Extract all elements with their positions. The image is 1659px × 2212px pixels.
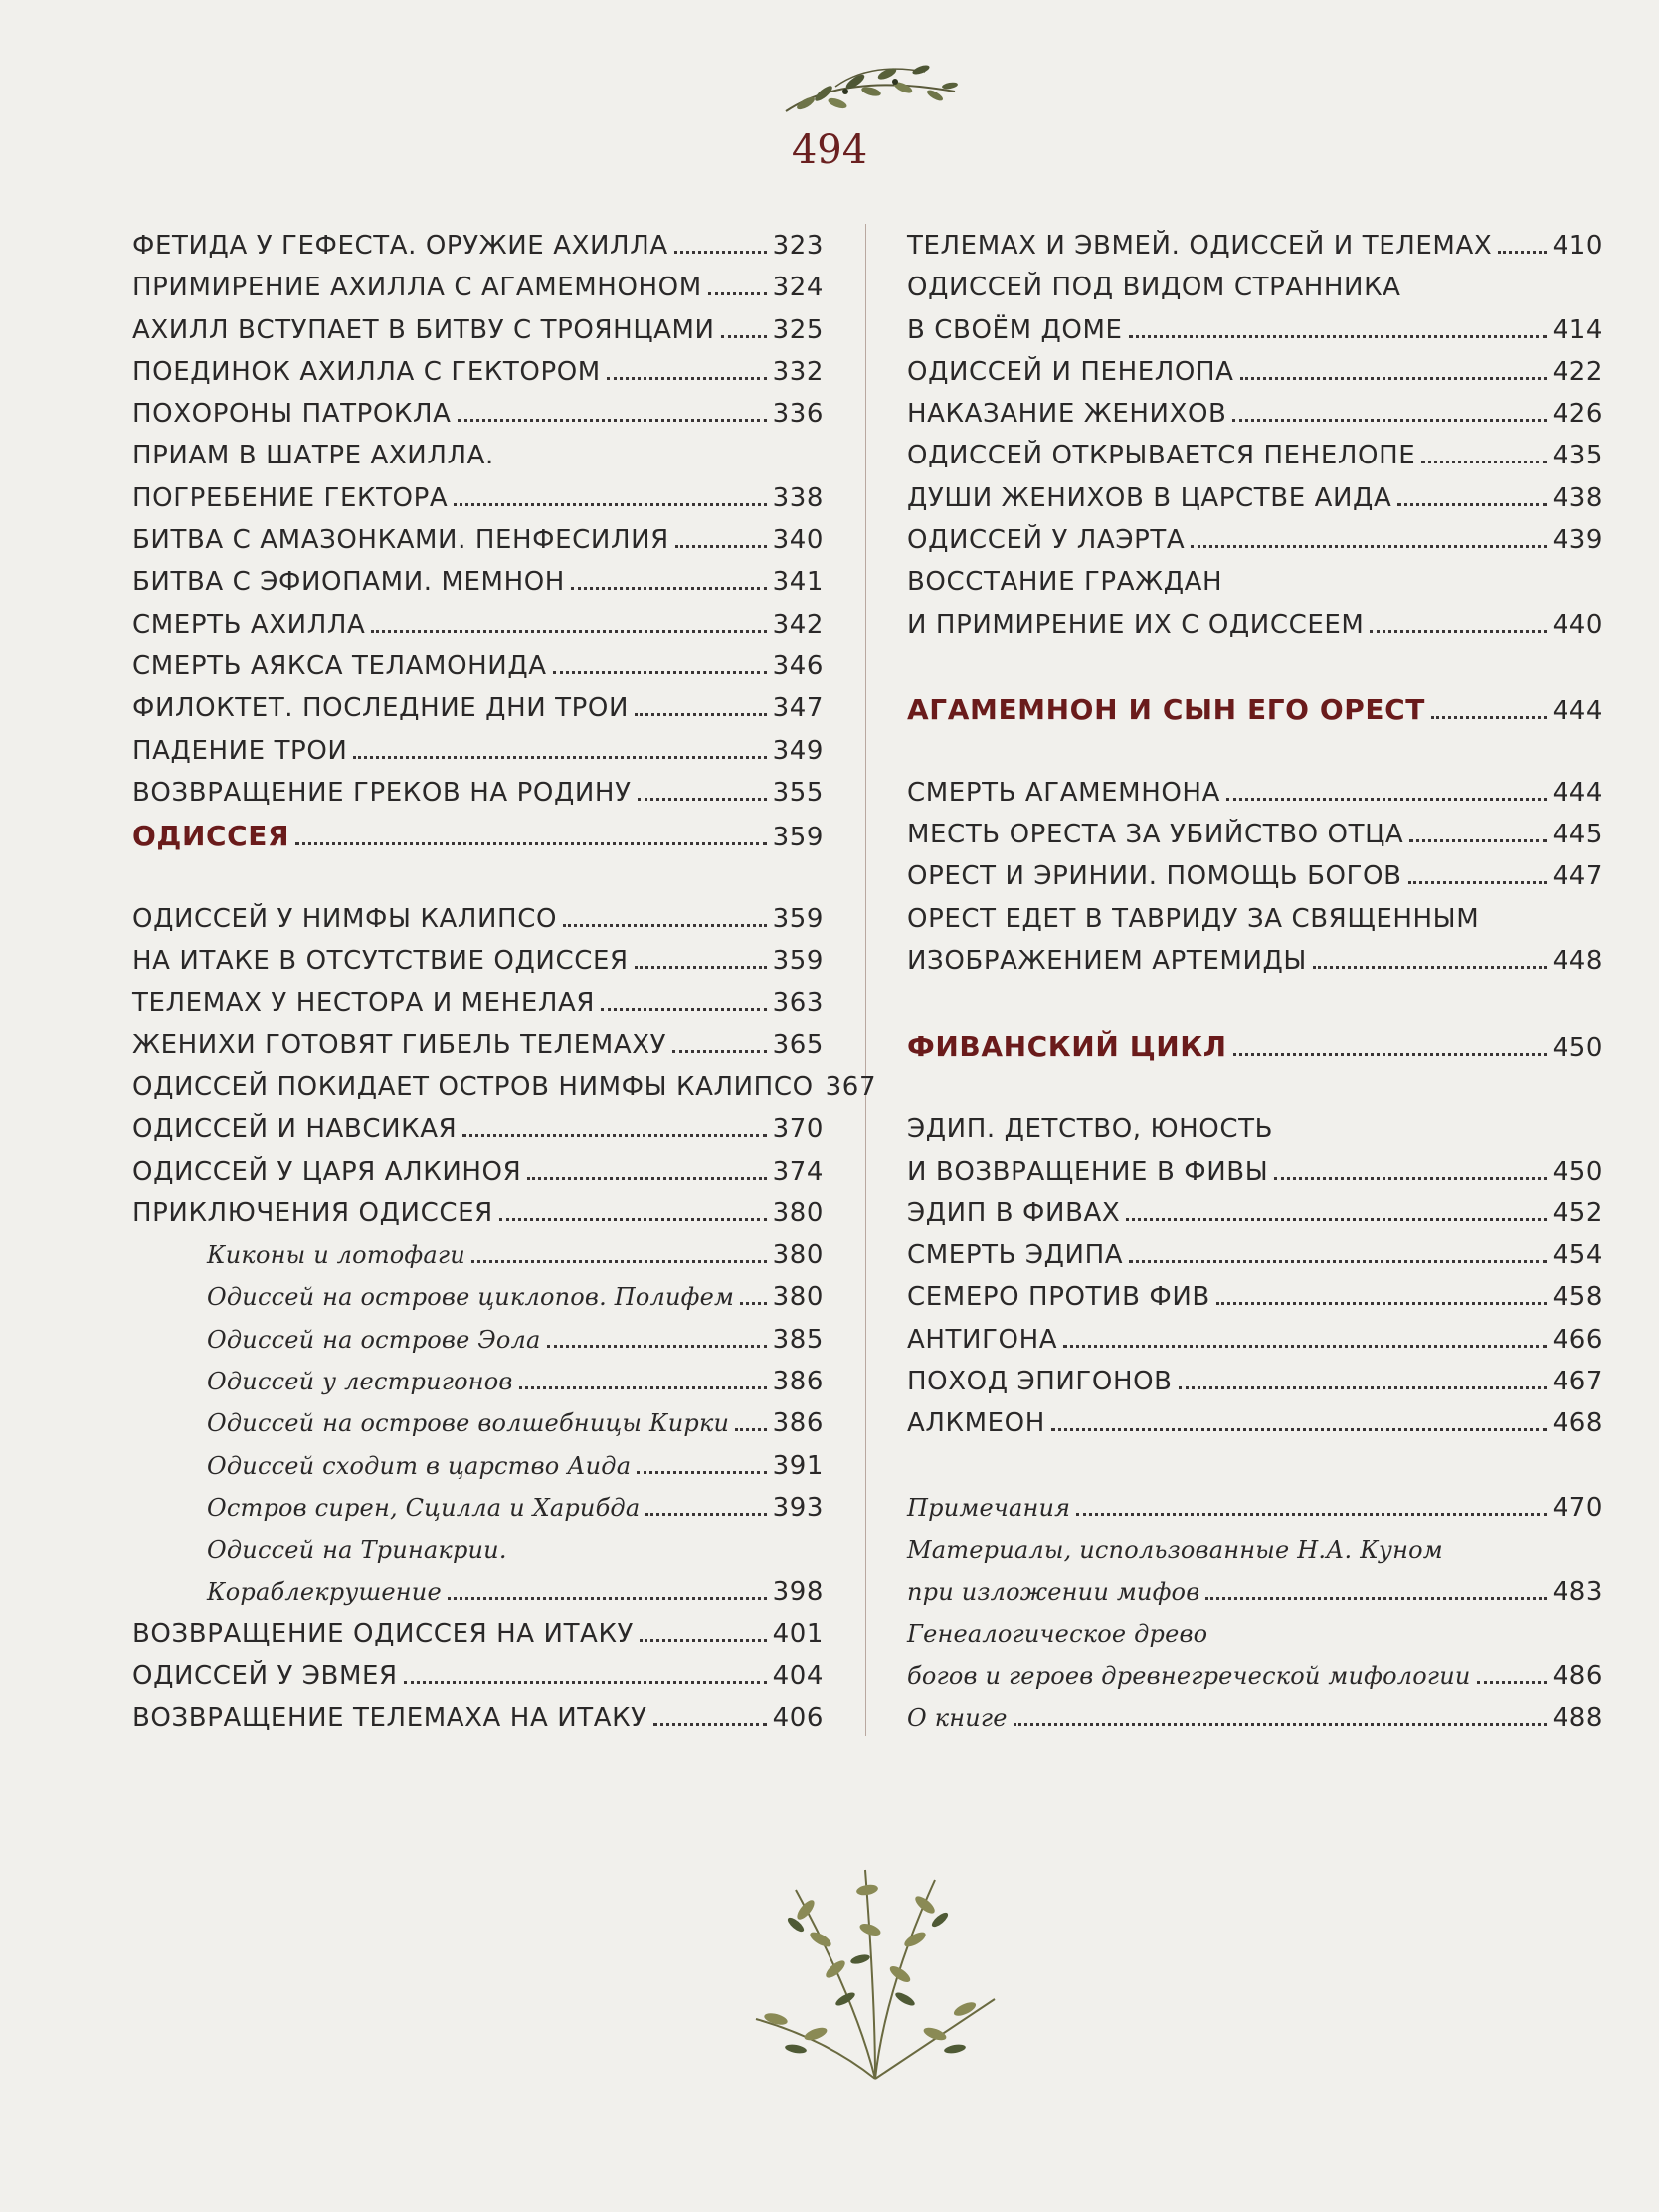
- page-number: 494: [791, 127, 868, 173]
- toc-entry-page: 450: [1552, 1156, 1603, 1187]
- toc-entry-page: 386: [772, 1408, 824, 1439]
- toc-entry-title: ОРЕСТ ЕДЕТ В ТАВРИДУ ЗА СВЯЩЕННЫМ: [907, 903, 1480, 934]
- toc-entry-page: 324: [772, 273, 824, 303]
- dot-leader: [1498, 233, 1546, 254]
- toc-entry: [132, 1661, 824, 1703]
- toc-entry: [907, 1282, 1603, 1324]
- toc-entry-page: 355: [772, 777, 824, 808]
- toc-entry-page: 444: [1552, 696, 1603, 727]
- toc-entry-title: ПОГРЕБЕНИЕ ГЕКТОРА: [132, 482, 449, 513]
- dot-leader: [1179, 1369, 1547, 1389]
- toc-entry: [907, 315, 1603, 357]
- toc-entry-page: 336: [772, 399, 824, 430]
- toc-entry: [907, 1367, 1603, 1408]
- toc-entry: [132, 1114, 824, 1156]
- toc-entry-title: Одиссей на острове Эола: [207, 1325, 541, 1354]
- toc-entry-title: ВОЗВРАЩЕНИЕ ГРЕКОВ НА РОДИНУ: [132, 777, 632, 808]
- toc-entry: [132, 610, 824, 651]
- toc-entry: [907, 778, 1603, 820]
- toc-right-column: [907, 231, 1603, 1746]
- section-gap: [907, 1451, 1603, 1493]
- toc-entry: [132, 1157, 824, 1198]
- section-gap: [907, 651, 1603, 693]
- toc-entry: [907, 820, 1603, 861]
- toc-entry-title: И ПРИМИРЕНИЕ ИХ С ОДИССЕЕМ: [907, 609, 1365, 640]
- toc-entry-title: И ВОЗВРАЩЕНИЕ В ФИВЫ: [907, 1156, 1269, 1187]
- toc-entry-title: ОРЕСТ И ЭРИНИИ. ПОМОЩЬ БОГОВ: [907, 861, 1402, 892]
- toc-entry-page: 410: [1552, 231, 1603, 261]
- dot-leader: [1233, 1035, 1547, 1056]
- toc-entry-title: О книге: [907, 1704, 1008, 1733]
- dot-leader: [1408, 863, 1547, 884]
- toc-entry-page: 393: [772, 1492, 824, 1523]
- toc-entry: [132, 1282, 824, 1324]
- dot-leader: [458, 401, 767, 422]
- toc-entry-page: 488: [1552, 1703, 1603, 1734]
- dot-leader: [1191, 527, 1546, 548]
- dot-leader: [735, 1410, 766, 1431]
- toc-entry-page: 367: [825, 1071, 877, 1102]
- dot-leader: [1129, 317, 1547, 338]
- toc-entry-title: АЛКМЕОН: [907, 1408, 1045, 1439]
- section-gap: [907, 1072, 1603, 1114]
- toc-entry: [907, 273, 1603, 314]
- toc-entry-page: 380: [772, 1282, 824, 1313]
- toc-entry: [132, 231, 824, 273]
- toc-left-column: [132, 231, 877, 1746]
- toc-entry-page: 444: [1552, 777, 1603, 808]
- toc-entry-page: 332: [772, 356, 824, 387]
- toc-entry-title: Одиссей на острове циклопов. Полифем: [207, 1283, 735, 1312]
- toc-entry-page: 370: [772, 1114, 824, 1145]
- toc-entry-title: СМЕРТЬ ЭДИПА: [907, 1240, 1124, 1271]
- dot-leader: [653, 1705, 767, 1726]
- toc-entry: [132, 483, 824, 525]
- toc-entry: [132, 1451, 824, 1493]
- toc-entry-page: 341: [772, 567, 824, 598]
- toc-entry-title: Остров сирен, Сцилла и Харибда: [207, 1493, 641, 1522]
- toc-entry-title: ПРИАМ В ШАТРЕ АХИЛЛА.: [132, 441, 494, 471]
- toc-entry-title: ОДИССЕЙ ОТКРЫВАЕТСЯ ПЕНЕЛОПЕ: [907, 441, 1416, 471]
- toc-entry-title: ВОССТАНИЕ ГРАЖДАН: [907, 567, 1223, 598]
- dot-leader: [571, 569, 767, 590]
- dot-leader: [637, 1453, 766, 1474]
- toc-entry-page: 340: [772, 525, 824, 556]
- toc-entry-title: АГАМЕМНОН И СЫН ЕГО ОРЕСТ: [907, 693, 1425, 727]
- toc-entry-title: ПРИКЛЮЧЕНИЯ ОДИССЕЯ: [132, 1198, 493, 1228]
- dot-leader: [1370, 612, 1546, 633]
- toc-entry-page: 385: [772, 1324, 824, 1355]
- toc-entry-page: 466: [1552, 1324, 1603, 1355]
- dot-leader: [1126, 1200, 1546, 1221]
- dot-leader: [1397, 485, 1546, 506]
- dot-leader: [371, 612, 766, 633]
- toc-entry: [132, 693, 824, 735]
- toc-entry: [132, 1325, 824, 1367]
- toc-entry: [132, 1071, 877, 1114]
- toc-entry-title: ТЕЛЕМАХ И ЭВМЕЙ. ОДИССЕЙ И ТЕЛЕМАХ: [907, 231, 1493, 261]
- dot-leader: [1409, 822, 1546, 842]
- toc-entry: [907, 1240, 1603, 1282]
- dot-leader: [721, 317, 767, 338]
- dot-leader: [404, 1663, 767, 1684]
- toc-entry-title: ОДИССЕЯ: [132, 820, 290, 853]
- dot-leader: [563, 906, 767, 927]
- toc-entry-page: 363: [772, 988, 824, 1018]
- toc-entry-title: БИТВА С АМАЗОНКАМИ. ПЕНФЕСИЛИЯ: [132, 525, 669, 556]
- toc-entry: [907, 1408, 1603, 1450]
- dot-leader: [553, 653, 767, 674]
- dot-leader: [672, 1032, 767, 1053]
- toc-entry-page: 359: [772, 903, 824, 934]
- toc-entry-page: 414: [1552, 314, 1603, 345]
- toc-entry-page: 406: [772, 1703, 824, 1734]
- toc-entry-title: ФЕТИДА У ГЕФЕСТА. ОРУЖИЕ АХИЛЛА: [132, 231, 668, 261]
- toc-entry: [907, 861, 1603, 903]
- toc-entry: [907, 399, 1603, 441]
- toc-entry-title: АНТИГОНА: [907, 1324, 1058, 1355]
- dot-leader: [1232, 401, 1546, 422]
- toc-entry-title: ТЕЛЕМАХ У НЕСТОРА И МЕНЕЛАЯ: [132, 988, 596, 1018]
- dot-leader: [645, 1495, 766, 1516]
- toc-entry-title: Киконы и лотофаги: [207, 1241, 465, 1270]
- toc-entry: [907, 1703, 1603, 1745]
- toc-section-heading: [132, 820, 824, 861]
- toc-entry: [907, 1493, 1603, 1535]
- toc-entry: [907, 1114, 1603, 1156]
- toc-entry-title: АХИЛЛ ВСТУПАЕТ В БИТВУ С ТРОЯНЦАМИ: [132, 314, 715, 345]
- toc-entry-title: ЖЕНИХИ ГОТОВЯТ ГИБЕЛЬ ТЕЛЕМАХУ: [132, 1029, 667, 1060]
- dot-leader: [462, 1116, 766, 1137]
- toc-entry-title: СМЕРТЬ АЯКСА ТЕЛАМОНИДА: [132, 650, 547, 681]
- toc-entry-title: НА ИТАКЕ В ОТСУТСТВИЕ ОДИССЕЯ: [132, 946, 629, 977]
- toc-entry-title: СМЕРТЬ АГАМЕМНОНА: [907, 777, 1220, 808]
- toc-entry: [132, 1577, 824, 1619]
- toc-entry: [907, 1325, 1603, 1367]
- toc-entry-page: 483: [1552, 1576, 1603, 1607]
- herb-sprig-ornament-icon: [736, 1850, 1014, 2089]
- toc-entry: [907, 1619, 1603, 1661]
- dot-leader: [640, 1621, 767, 1642]
- toc-entry: [907, 567, 1603, 609]
- dot-leader: [1431, 698, 1547, 719]
- dot-leader: [454, 485, 766, 506]
- toc-entry: [132, 736, 824, 778]
- dot-leader: [1477, 1663, 1547, 1684]
- dot-leader: [448, 1579, 767, 1600]
- toc-entry: [132, 1493, 824, 1535]
- toc-entry-page: 450: [1552, 1032, 1603, 1063]
- toc-entry-title: богов и героев древнегреческой мифологии: [907, 1662, 1471, 1691]
- toc-entry-page: 448: [1552, 946, 1603, 977]
- dot-leader: [547, 1327, 767, 1348]
- toc-entry-page: 365: [772, 1029, 824, 1060]
- toc-entry: [132, 441, 824, 482]
- dot-leader: [635, 695, 767, 716]
- toc-entry: [132, 1703, 824, 1745]
- toc-entry-title: ЭДИП В ФИВАХ: [907, 1198, 1121, 1228]
- toc-entry-title: ОДИССЕЙ И НАВСИКАЯ: [132, 1114, 458, 1145]
- toc-entry: [907, 483, 1603, 525]
- toc-entry-page: 435: [1552, 441, 1603, 471]
- toc-entry-title: МЕСТЬ ОРЕСТА ЗА УБИЙСТВО ОТЦА: [907, 820, 1404, 850]
- toc-entry: [132, 315, 824, 357]
- toc-entry-page: 404: [772, 1661, 824, 1692]
- toc-entry-title: ОДИССЕЙ У ЦАРЯ АЛКИНОЯ: [132, 1156, 522, 1187]
- toc-entry-title: ЭДИП. ДЕТСТВО, ЮНОСТЬ: [907, 1114, 1274, 1145]
- dot-leader: [353, 738, 766, 759]
- toc-entry: [907, 1198, 1603, 1240]
- dot-leader: [1274, 1159, 1546, 1180]
- toc-entry: [907, 231, 1603, 273]
- dot-leader: [1205, 1579, 1546, 1600]
- toc-section-heading: [907, 693, 1603, 735]
- toc-entry: [132, 273, 824, 314]
- toc-entry-title: НАКАЗАНИЕ ЖЕНИХОВ: [907, 399, 1227, 430]
- toc-entry-title: ОДИССЕЙ У ЭВМЕЯ: [132, 1661, 398, 1692]
- toc-entry-title: Одиссей сходит в царство Аида: [207, 1451, 632, 1480]
- toc-entry-page: 380: [772, 1198, 824, 1228]
- column-divider: [865, 224, 866, 1736]
- toc-entry-title: ФИЛОКТЕТ. ПОСЛЕДНИЕ ДНИ ТРОИ: [132, 693, 630, 724]
- toc-entry-page: 438: [1552, 482, 1603, 513]
- dot-leader: [607, 359, 767, 380]
- toc-entry: [132, 651, 824, 693]
- toc-entry-page: 338: [772, 482, 824, 513]
- toc-entry-page: 325: [772, 314, 824, 345]
- dot-leader: [1051, 1410, 1547, 1431]
- toc-entry: [132, 1198, 824, 1240]
- toc-entry: [132, 1619, 824, 1661]
- dot-leader: [527, 1159, 766, 1180]
- toc-entry-title: Материалы, использованные Н.А. Куном: [907, 1536, 1443, 1565]
- toc-entry: [132, 399, 824, 441]
- toc-entry: [907, 610, 1603, 651]
- dot-leader: [519, 1369, 767, 1389]
- toc-entry-page: 440: [1552, 609, 1603, 640]
- dot-leader: [635, 948, 767, 969]
- toc-entry-page: 323: [772, 231, 824, 261]
- dot-leader: [708, 275, 767, 295]
- dot-leader: [674, 233, 767, 254]
- dot-leader: [740, 1284, 766, 1305]
- dot-leader: [1240, 359, 1547, 380]
- toc-entry-title: ФИВАНСКИЙ ЦИКЛ: [907, 1029, 1227, 1063]
- toc-entry-title: при изложении мифов: [907, 1577, 1200, 1606]
- toc-entry-title: ПОХОРОНЫ ПАТРОКЛА: [132, 399, 452, 430]
- toc-entry: [132, 1408, 824, 1450]
- dot-leader: [1014, 1705, 1547, 1726]
- toc-entry-title: ПОЕДИНОК АХИЛЛА С ГЕКТОРОМ: [132, 356, 601, 387]
- dot-leader: [1313, 948, 1547, 969]
- dot-leader: [1421, 443, 1546, 463]
- toc-entry-title: ПАДЕНИЕ ТРОИ: [132, 735, 348, 766]
- toc-entry-page: 386: [772, 1367, 824, 1397]
- toc-entry: [907, 1661, 1603, 1703]
- toc-entry: [132, 1535, 824, 1576]
- toc-entry-title: ОДИССЕЙ И ПЕНЕЛОПА: [907, 356, 1234, 387]
- toc-entry-page: 359: [772, 946, 824, 977]
- toc-entry-title: ВОЗВРАЩЕНИЕ ОДИССЕЯ НА ИТАКУ: [132, 1618, 634, 1649]
- toc-entry-title: Кораблекрушение: [207, 1577, 442, 1606]
- dot-leader: [1076, 1495, 1546, 1516]
- toc-entry: [907, 904, 1603, 946]
- dot-leader: [638, 780, 767, 801]
- toc-entry-title: Примечания: [907, 1493, 1071, 1522]
- toc-entry-page: 470: [1552, 1492, 1603, 1523]
- toc-entry: [132, 904, 824, 946]
- toc-entry-title: ПОХОД ЭПИГОНОВ: [907, 1367, 1173, 1397]
- toc-entry: [132, 567, 824, 609]
- toc-entry-page: 401: [772, 1618, 824, 1649]
- toc-entry: [132, 1240, 824, 1282]
- toc-entry-title: Одиссей на Тринакрии.: [207, 1536, 507, 1565]
- toc-entry-page: 347: [772, 693, 824, 724]
- toc-entry-page: 359: [772, 823, 824, 853]
- toc-entry-page: 380: [772, 1240, 824, 1271]
- toc-entry-page: 439: [1552, 525, 1603, 556]
- toc-entry-page: 452: [1552, 1198, 1603, 1228]
- toc-entry-title: ПРИМИРЕНИЕ АХИЛЛА С АГАМЕМНОНОМ: [132, 273, 702, 303]
- dot-leader: [499, 1200, 767, 1221]
- toc-entry-page: 426: [1552, 399, 1603, 430]
- section-gap: [907, 736, 1603, 778]
- section-gap: [132, 861, 824, 903]
- toc-entry: [907, 1535, 1603, 1576]
- toc-entry-title: СЕМЕРО ПРОТИВ ФИВ: [907, 1282, 1210, 1313]
- toc-entry: [907, 946, 1603, 988]
- toc-entry-page: 454: [1552, 1240, 1603, 1271]
- dot-leader: [471, 1242, 767, 1263]
- toc-entry: [132, 946, 824, 988]
- toc-entry-title: Одиссей на острове волшебницы Кирки: [207, 1409, 730, 1438]
- toc-entry-title: Генеалогическое древо: [907, 1619, 1208, 1648]
- toc-entry: [132, 1367, 824, 1408]
- toc-entry: [132, 988, 824, 1029]
- toc-entry-page: 486: [1552, 1661, 1603, 1692]
- section-gap: [907, 988, 1603, 1029]
- toc-entry-page: 445: [1552, 820, 1603, 850]
- toc-entry-title: ИЗОБРАЖЕНИЕМ АРТЕМИДЫ: [907, 946, 1307, 977]
- toc-entry-page: 342: [772, 609, 824, 640]
- toc-entry-title: ОДИССЕЙ У НИМФЫ КАЛИПСО: [132, 903, 558, 934]
- dot-leader: [1216, 1284, 1547, 1305]
- toc-entry: [907, 1157, 1603, 1198]
- toc-entry-page: 398: [772, 1576, 824, 1607]
- toc-entry-page: 458: [1552, 1282, 1603, 1313]
- toc-entry-page: 374: [772, 1156, 824, 1187]
- toc-entry-title: БИТВА С ЭФИОПАМИ. МЕМНОН: [132, 567, 565, 598]
- dot-leader: [675, 527, 767, 548]
- toc-entry-title: ДУШИ ЖЕНИХОВ В ЦАРСТВЕ АИДА: [907, 482, 1392, 513]
- toc-entry-title: Одиссей у лестригонов: [207, 1368, 513, 1396]
- toc-entry-page: 447: [1552, 861, 1603, 892]
- toc-entry: [907, 525, 1603, 567]
- toc-entry-page: 346: [772, 650, 824, 681]
- toc-entry: [907, 357, 1603, 399]
- toc-entry-title: ОДИССЕЙ ПОКИДАЕТ ОСТРОВ НИМФЫ КАЛИПСО: [132, 1071, 814, 1102]
- toc-entry: [132, 1030, 824, 1072]
- dot-leader: [1226, 780, 1547, 801]
- toc-entry: [132, 778, 824, 820]
- toc-entry-page: 468: [1552, 1408, 1603, 1439]
- toc-section-heading: [907, 1030, 1603, 1072]
- toc-entry-title: ВОЗВРАЩЕНИЕ ТЕЛЕМАХА НА ИТАКУ: [132, 1703, 647, 1734]
- toc-entry-title: В СВОЁМ ДОМЕ: [907, 314, 1123, 345]
- toc-entry: [132, 357, 824, 399]
- toc-entry-page: 467: [1552, 1367, 1603, 1397]
- toc-entry-title: СМЕРТЬ АХИЛЛА: [132, 609, 366, 640]
- dot-leader: [601, 990, 767, 1011]
- toc-entry-title: ОДИССЕЙ ПОД ВИДОМ СТРАННИКА: [907, 273, 1401, 303]
- toc-entry-page: 391: [772, 1450, 824, 1481]
- toc-entry: [132, 525, 824, 567]
- toc-entry-page: 349: [772, 735, 824, 766]
- toc-entry: [907, 1577, 1603, 1619]
- toc-entry: [907, 441, 1603, 482]
- dot-leader: [1129, 1242, 1546, 1263]
- dot-leader: [295, 825, 766, 845]
- dot-leader: [1063, 1327, 1546, 1348]
- toc-entry-page: 422: [1552, 356, 1603, 387]
- toc-entry-title: ОДИССЕЙ У ЛАЭРТА: [907, 525, 1186, 556]
